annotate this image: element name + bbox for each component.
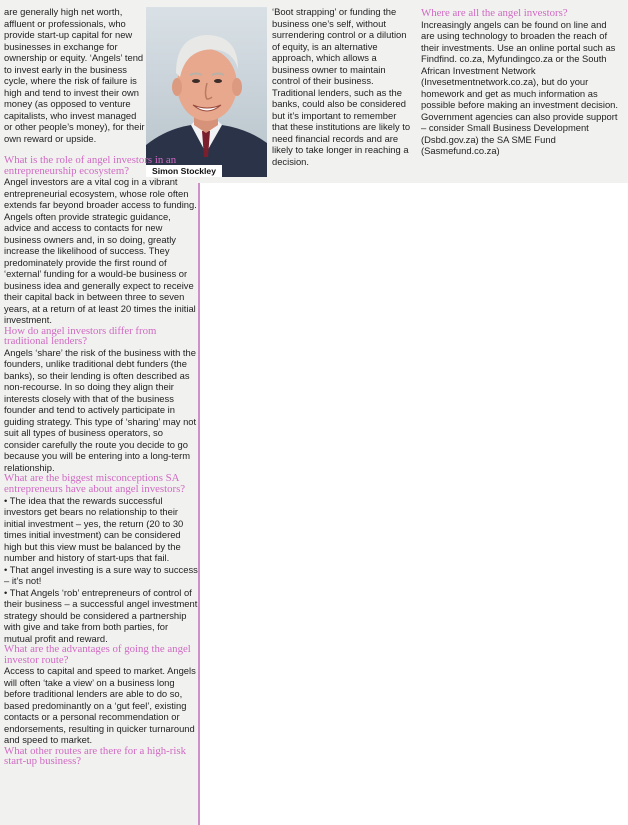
- question-heading: What are the biggest misconceptions SA entrepreneurs have about angel investors?: [4, 472, 186, 495]
- intro-paragraph: are generally high net worth, affluent or professionals, who provide start-up capital for new businesses in exchange for ownership or equity. ‘Angels’ tend to invest early in the business cycle, where the risk of failure is high and tend to invest their own money (as opposed to venture capitalists, who invest managed or other people’s money), for their own reward or upside.: [4, 6, 145, 144]
- question-heading: What other routes are there for a high-risk start-up business?: [4, 744, 186, 768]
- column-3: [421, 8, 621, 157]
- question-heading: How do angel investors differ from traditional lenders?: [4, 324, 157, 348]
- bullet-paragraph: • The idea that the rewards successful investors get bears no relationship to their initial investment – yes, the return (20 to 30 times initial investment) can be considered high but this view must be balanced by the number and history of start-ups that fail.: [4, 494, 184, 564]
- portrait-illustration: [146, 7, 267, 177]
- answer-paragraph: Access to capital and speed to market. Angels will often ‘take a view’ on a business long before traditional lenders are able to do so, based predominantly on a ‘gut feel’, existing contacts or a personal recommendation or endorsements, resulting in quicker turnaround and speed to market.: [4, 665, 196, 746]
- column-2-paragraph: ‘Boot strapping’ or funding the business one’s self, without surrendering control or a dilution of equity, is an alternative approach, which allows a business owner to maintain control of their business. Traditional lenders, such as the banks, could also be considered but it’s important to remember that these institutions are likely to need financial records and are likely to take longer in reaching a decision.: [272, 6, 411, 167]
- answer-paragraph: Angel investors are a vital cog in a vibrant entrepreneurial ecosystem, whose role often extends far beyond broader access to funding. Angels often provide strategic guidance, advice and access to contacts for new business owners and, in so doing, greatly increase the likelihood of success. They predominately provide the first round of ‘external’ funding for a would-be business or business idea and generally expect to receive their capital back in between three to seven years, at a return of at least 20 times the initial investment.: [4, 176, 197, 326]
- question-heading: What are the advantages of going the angel investor route?: [4, 643, 191, 666]
- column-1: [4, 155, 198, 767]
- column-2: [272, 6, 412, 167]
- column-3-paragraph: Increasingly angels can be found on line and are using technology to broaden the reach of their investments. Use an online portal such as Findfind. co.za, Myfundingco.za or the South African Investment Network (Invesetmentnetwork.co.za), but do your homework and get as much information as possible before making an investment decision. Government agencies can also provide support – consider Small Business Development (Dsbd.gov.za) the SA SME Fund (Sasmefund.co.za): [421, 18, 618, 157]
- bullet-paragraph: • That angel investing is a sure way to success – it’s not!: [4, 563, 198, 587]
- photo-caption: Simon Stockley: [146, 165, 222, 177]
- column-1-intro: [4, 6, 146, 144]
- column-divider-rule: [198, 183, 200, 825]
- portrait-photo: [146, 7, 267, 177]
- question-heading: What is the role of angel investors in an entrepreneurship ecosystem?: [4, 154, 177, 177]
- question-heading: Where are all the angel investors?: [421, 7, 568, 19]
- bullet-paragraph: • That Angels ‘rob’ entrepreneurs of control of their business – a successful angel investment strategy should be considered a partnership with give and take from both parties, for mutual profit and reward.: [4, 586, 198, 644]
- answer-paragraph: Angels ‘share’ the risk of the business with the founders, unlike traditional debt funders (the banks), so their lending is often described as non-recourse. In so doing they align their interests closely with that of the business founder and tend to actively participate in guiding strategy. This type of ‘sharing’ may not suit all types of business operators, so consider carefully the route you decide to go because you will be entering into a long-term relationship.: [4, 346, 197, 473]
